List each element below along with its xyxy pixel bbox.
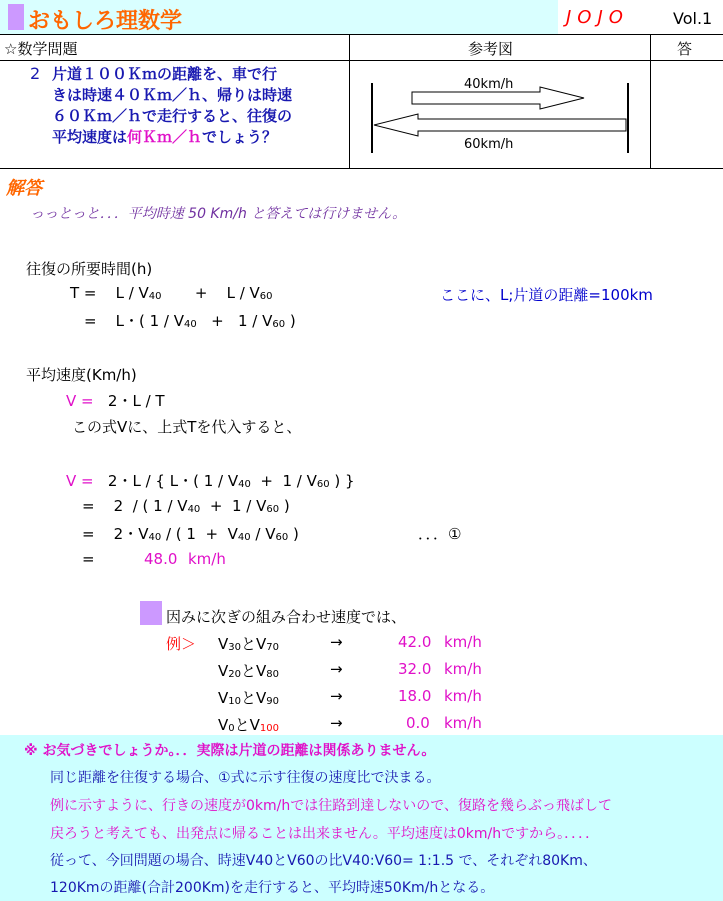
problem-line-4-post: でしょう？ (202, 128, 278, 146)
v-var: V (249, 716, 260, 734)
v-var: V (177, 497, 188, 515)
solution-intro: っっとっと．．．平均時速 50 Km/h と答えては行けません。 (30, 206, 407, 222)
v-sub: 40 (237, 532, 251, 543)
problem-line-1: 片道１００Ｋｍの距離を、車で行 (52, 65, 278, 83)
col-header-figure: 参考図 (468, 40, 514, 58)
table-divider-2 (650, 34, 651, 168)
v-var: V (256, 497, 267, 515)
solution-heading: 解答 (6, 178, 42, 199)
equation-v-step3: = 2・$V_{40}$ / ( $1 + V_{40} / V_{60}$ ) (82, 525, 299, 543)
v-sub: 40 (184, 319, 197, 330)
example-label: 例＞ (166, 635, 197, 653)
equation-v-step2: = 2 / ( $1 / V_{40} + 1 / V_{60}$ ) (82, 497, 290, 515)
note-line-6: 120Kmの距離(合計200Km)を走行すると、平均時速50Km/hとなる。 (50, 880, 495, 896)
equation-v-result: = (82, 550, 95, 568)
average-speed-label: 平均速度(Km/h) (26, 366, 137, 384)
l-var: L (115, 312, 124, 330)
t-eq: T = (70, 284, 97, 302)
volume-label: Vol.1 (673, 9, 713, 28)
problem-highlight: 何Ｋｍ／ｈ (127, 128, 203, 146)
l-var: L (115, 284, 124, 302)
problem-line-3: ６０Ｋｍ／ｈで走行すると、往復の (52, 107, 293, 125)
equation-v: V = 2・L / T (66, 392, 165, 410)
l-var: L (132, 472, 141, 490)
combo-row: $V_0$と$V_{100}$ → 0.0 km/h (218, 714, 482, 734)
result-value: 48.0 (144, 550, 178, 568)
combo-speed-a: 0 (228, 723, 235, 734)
result-unit: km/h (188, 550, 226, 568)
equation-t-factored: = L・( $1 / V_{40} + 1 / V_{60}$ ) (84, 312, 296, 330)
combo-speed-a: 30 (228, 642, 241, 653)
equation-ref-one: ．．．① (418, 525, 462, 543)
arrow-right-icon: → (330, 687, 343, 705)
combo-value: 42.0 (398, 633, 432, 651)
note-line-5: 従って、今回問題の場合、時速V40とV60の比V40:V60= 1:1.5 で、それぞれ80Km、 (50, 853, 597, 869)
combo-unit: km/h (444, 714, 482, 732)
col-header-answer: 答 (677, 40, 693, 58)
equation-v-substituted: V = 2・L / { L・( $1 / V_{40} + 1 / V_{60}$ ) } (66, 472, 355, 490)
arrow-right-icon: → (330, 660, 343, 678)
l-var: L (169, 472, 179, 490)
note-line-4: 戻ろうと考えても、出発点に帰ることは出来ません。平均速度は0km/hですから。．．．． (50, 826, 600, 842)
combo-value: 18.0 (398, 687, 432, 705)
equation-t: T = L / $V_{40}$ + L / $V_{60}$ (70, 284, 273, 302)
v-var: V (227, 472, 239, 490)
author-name: JOJO (566, 7, 629, 28)
figure-label-back: 60km/h (464, 137, 514, 152)
l-var: L (226, 284, 235, 302)
combo-speed-b: 80 (266, 669, 280, 680)
arrow-right-icon: → (330, 633, 343, 651)
title-accent-square (8, 4, 24, 30)
combo-speed-b: 70 (266, 642, 280, 653)
combo-row: $V_{10}$と$V_{90}$ → 18.0 km/h (218, 687, 482, 707)
v-sub: 60 (272, 319, 286, 330)
v-var: V (138, 525, 149, 543)
v-var: V (256, 662, 267, 680)
v-var: V (306, 472, 317, 490)
combo-value: 32.0 (398, 660, 432, 678)
page-title: おもしろ理数学 (28, 9, 183, 34)
v-var: V (218, 662, 229, 680)
v-sub: 60 (275, 532, 289, 543)
figure-label-go: 40km/h (464, 77, 514, 92)
v-var: V (256, 689, 267, 707)
v-var: V (173, 312, 185, 330)
problem-line-4 (52, 127, 292, 148)
combo-title: 因みに次ぎの組み合わせ速度では、 (166, 608, 407, 626)
v-eq: V = (66, 392, 94, 410)
v-sub: 40 (238, 479, 251, 490)
combo-unit: km/h (444, 633, 482, 651)
v-var: V (138, 284, 149, 302)
v-var: V (218, 635, 229, 653)
v-var: V (227, 525, 238, 543)
note-line-1: ※ お気づきでしょうか。．．実際は片道の距離は関係ありません。 (24, 743, 436, 759)
v-var: V (262, 312, 273, 330)
arrow-right-icon: → (330, 714, 343, 732)
table-top-border (0, 34, 723, 35)
table-bottom-border (0, 168, 723, 169)
l-var: L (132, 392, 141, 410)
v-sub: 40 (148, 532, 162, 543)
combo-value: 0.0 (406, 714, 430, 732)
v-var: V (256, 635, 267, 653)
combo-unit: km/h (444, 687, 482, 705)
v-sub: 40 (148, 291, 162, 302)
col-header-problem: ☆数学問題 (4, 40, 78, 58)
combo-speed-b: 90 (266, 696, 280, 707)
v-var: V (265, 525, 276, 543)
substitution-note: この式Vに、上式Tを代入すると、 (72, 418, 302, 436)
v-var: V (218, 716, 229, 734)
problem-number: 2 (30, 64, 41, 83)
combo-speed-b: 100 (259, 723, 280, 734)
combo-row: $V_{30}$と$V_{70}$ → 42.0 km/h (218, 633, 482, 653)
where-note: ここに、L;片道の距離=100km (440, 286, 653, 304)
combo-accent-square (140, 601, 162, 625)
v-sub: 60 (316, 479, 330, 490)
arrow-back-icon (374, 114, 626, 136)
v-var: V (249, 284, 260, 302)
combo-unit: km/h (444, 660, 482, 678)
problem-line-4-pre: 平均速度は (52, 128, 128, 146)
v-var: V (218, 689, 229, 707)
v-sub: 40 (187, 504, 201, 515)
note-line-3: 例に示すように、行きの速度が0km/hでは往路到達しないので、復路を幾らぶっ飛ばして (50, 798, 612, 814)
note-line-2: 同じ距離を往復する場合、①式に示す往復の速度比で決まる。 (50, 770, 441, 786)
problem-line-2: きは時速４０Ｋｍ／ｈ、帰りは時速 (52, 86, 293, 104)
round-trip-label: 往復の所要時間(h) (26, 260, 153, 278)
combo-speed-a: 20 (228, 669, 241, 680)
v-eq: V = (66, 472, 94, 490)
v-sub: 60 (259, 291, 273, 302)
combo-speed-a: 10 (228, 696, 241, 707)
v-sub: 60 (266, 504, 280, 515)
combo-row: $V_{20}$と$V_{80}$ → 32.0 km/h (218, 660, 482, 680)
problem-text (52, 64, 292, 148)
